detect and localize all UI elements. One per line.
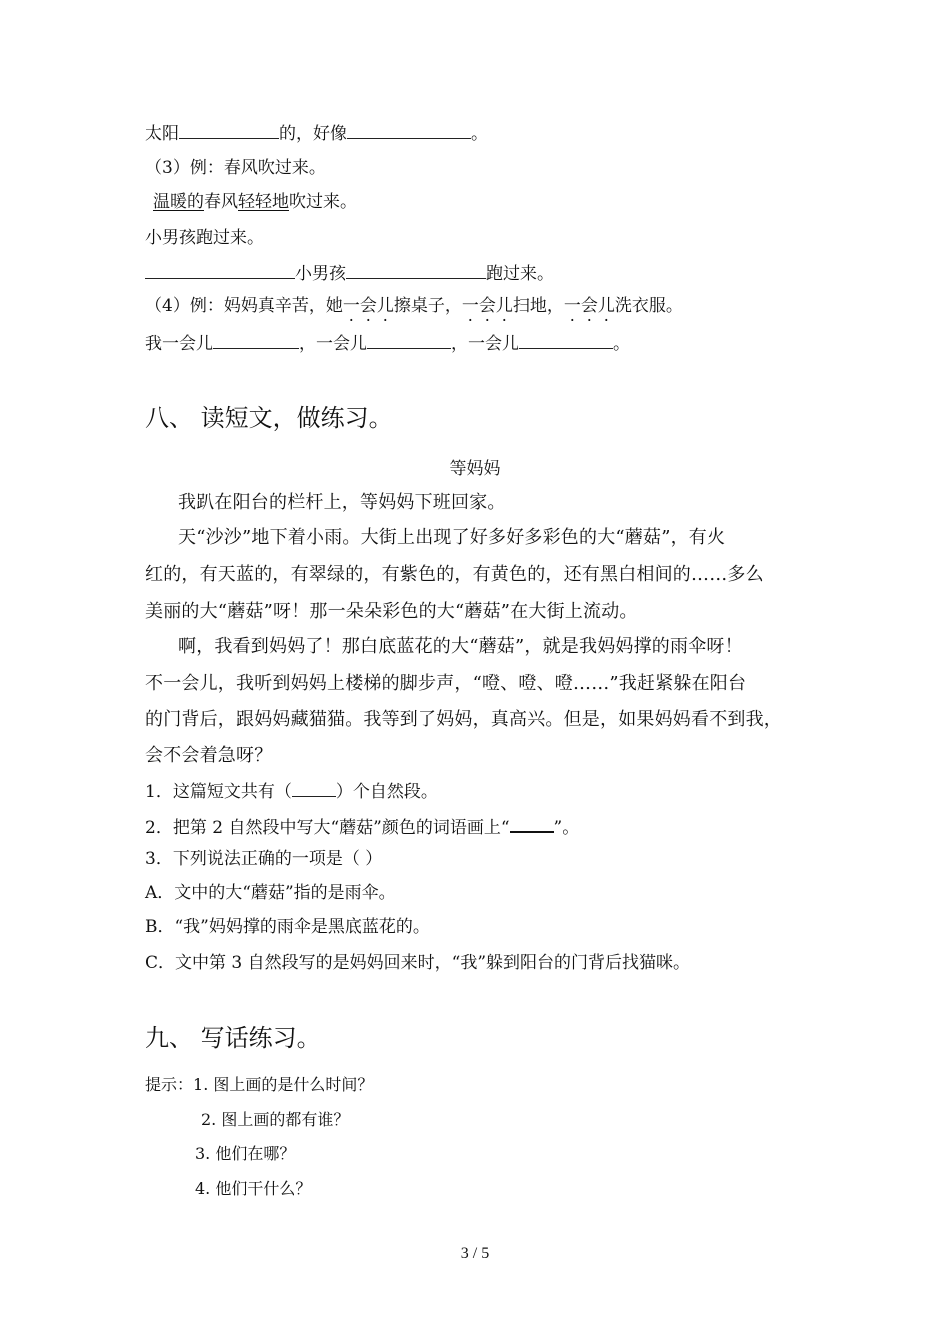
blank[interactable] [367,330,451,349]
sentence-boy: 小男孩跑过来。 [145,228,264,248]
sentence-boy-fill: 小男孩 跑过来。 [145,260,554,286]
paragraph-3-line-2: 不一会儿，我听到妈妈上楼梯的脚步声，“噔、噔、噔……”我赶紧躲在阳台 [145,673,747,694]
blank[interactable] [145,260,295,279]
hint-4: 4. 他们干什么？ [195,1179,312,1198]
blank[interactable] [213,330,299,349]
option-b: B．“我”妈妈撑的雨伞是黑底蓝花的。 [145,917,430,937]
hint-3: 3. 他们在哪？ [195,1144,296,1163]
example-4: （4）例：妈妈真辛苦，她一会儿擦桌子，一会儿扫地，一会儿洗衣服。 [145,296,683,316]
paragraph-3-line-3: 的门背后，跟妈妈藏猫猫。我等到了妈妈，真高兴。但是，如果妈妈看不到我， [145,709,782,730]
hint-1: 提示：1. 图上画的是什么时间？ [145,1075,374,1094]
question-3: 3．下列说法正确的一项是（ ） [145,849,383,869]
paragraph-3-line-4: 会不会着急呀？ [145,745,273,766]
question-2: 2．把第 2 自然段中写大“蘑菇”颜色的词语画上“ ”。 [145,813,579,840]
blank[interactable] [179,120,279,139]
section-8-heading: 八、 读短文，做练习。 [145,404,393,432]
underline-sample [510,813,554,833]
option-c: C．文中第 3 自然段写的是妈妈回来时，“我”躲到阳台的门背后找猫咪。 [145,953,691,973]
blank[interactable] [346,260,486,279]
example-3-sentence: 温暖的春风轻轻地吹过来。 [153,192,357,212]
blank[interactable] [292,778,336,797]
question-1: 1．这篇短文共有（ ）个自然段。 [145,778,438,804]
page-number: 3 / 5 [460,1245,490,1262]
paragraph-2-line-3: 美丽的大“蘑菇”呀！那一朵朵彩色的大“蘑菇”在大街上流动。 [145,601,638,622]
section-9-heading: 九、 写话练习。 [145,1024,321,1052]
blank[interactable] [347,120,471,139]
sentence-sun: 太阳 的，好像 。 [145,120,488,146]
paragraph-2-line-1: 天“沙沙”地下着小雨。大街上出现了好多好多彩色的大“蘑菇”，有火 [178,527,726,548]
paragraph-1: 我趴在阳台的栏杆上，等妈妈下班回家。 [178,492,506,513]
blank[interactable] [519,330,613,349]
sentence-me: 我一会儿 ，一会儿 ，一会儿 。 [145,330,630,356]
paragraph-2-line-2: 红的，有天蓝的，有翠绿的，有紫色的，有黄色的，还有黑白相间的……多么 [145,564,764,585]
paragraph-3-line-1: 啊，我看到妈妈了！那白底蓝花的大“蘑菇”，就是我妈妈撑的雨伞呀！ [178,636,743,657]
hint-2: 2. 图上画的都有谁？ [201,1110,350,1129]
passage-title: 等妈妈 [449,459,501,479]
example-3: （3）例：春风吹过来。 [145,158,326,178]
option-a: A．文中的大“蘑菇”指的是雨伞。 [145,883,396,903]
